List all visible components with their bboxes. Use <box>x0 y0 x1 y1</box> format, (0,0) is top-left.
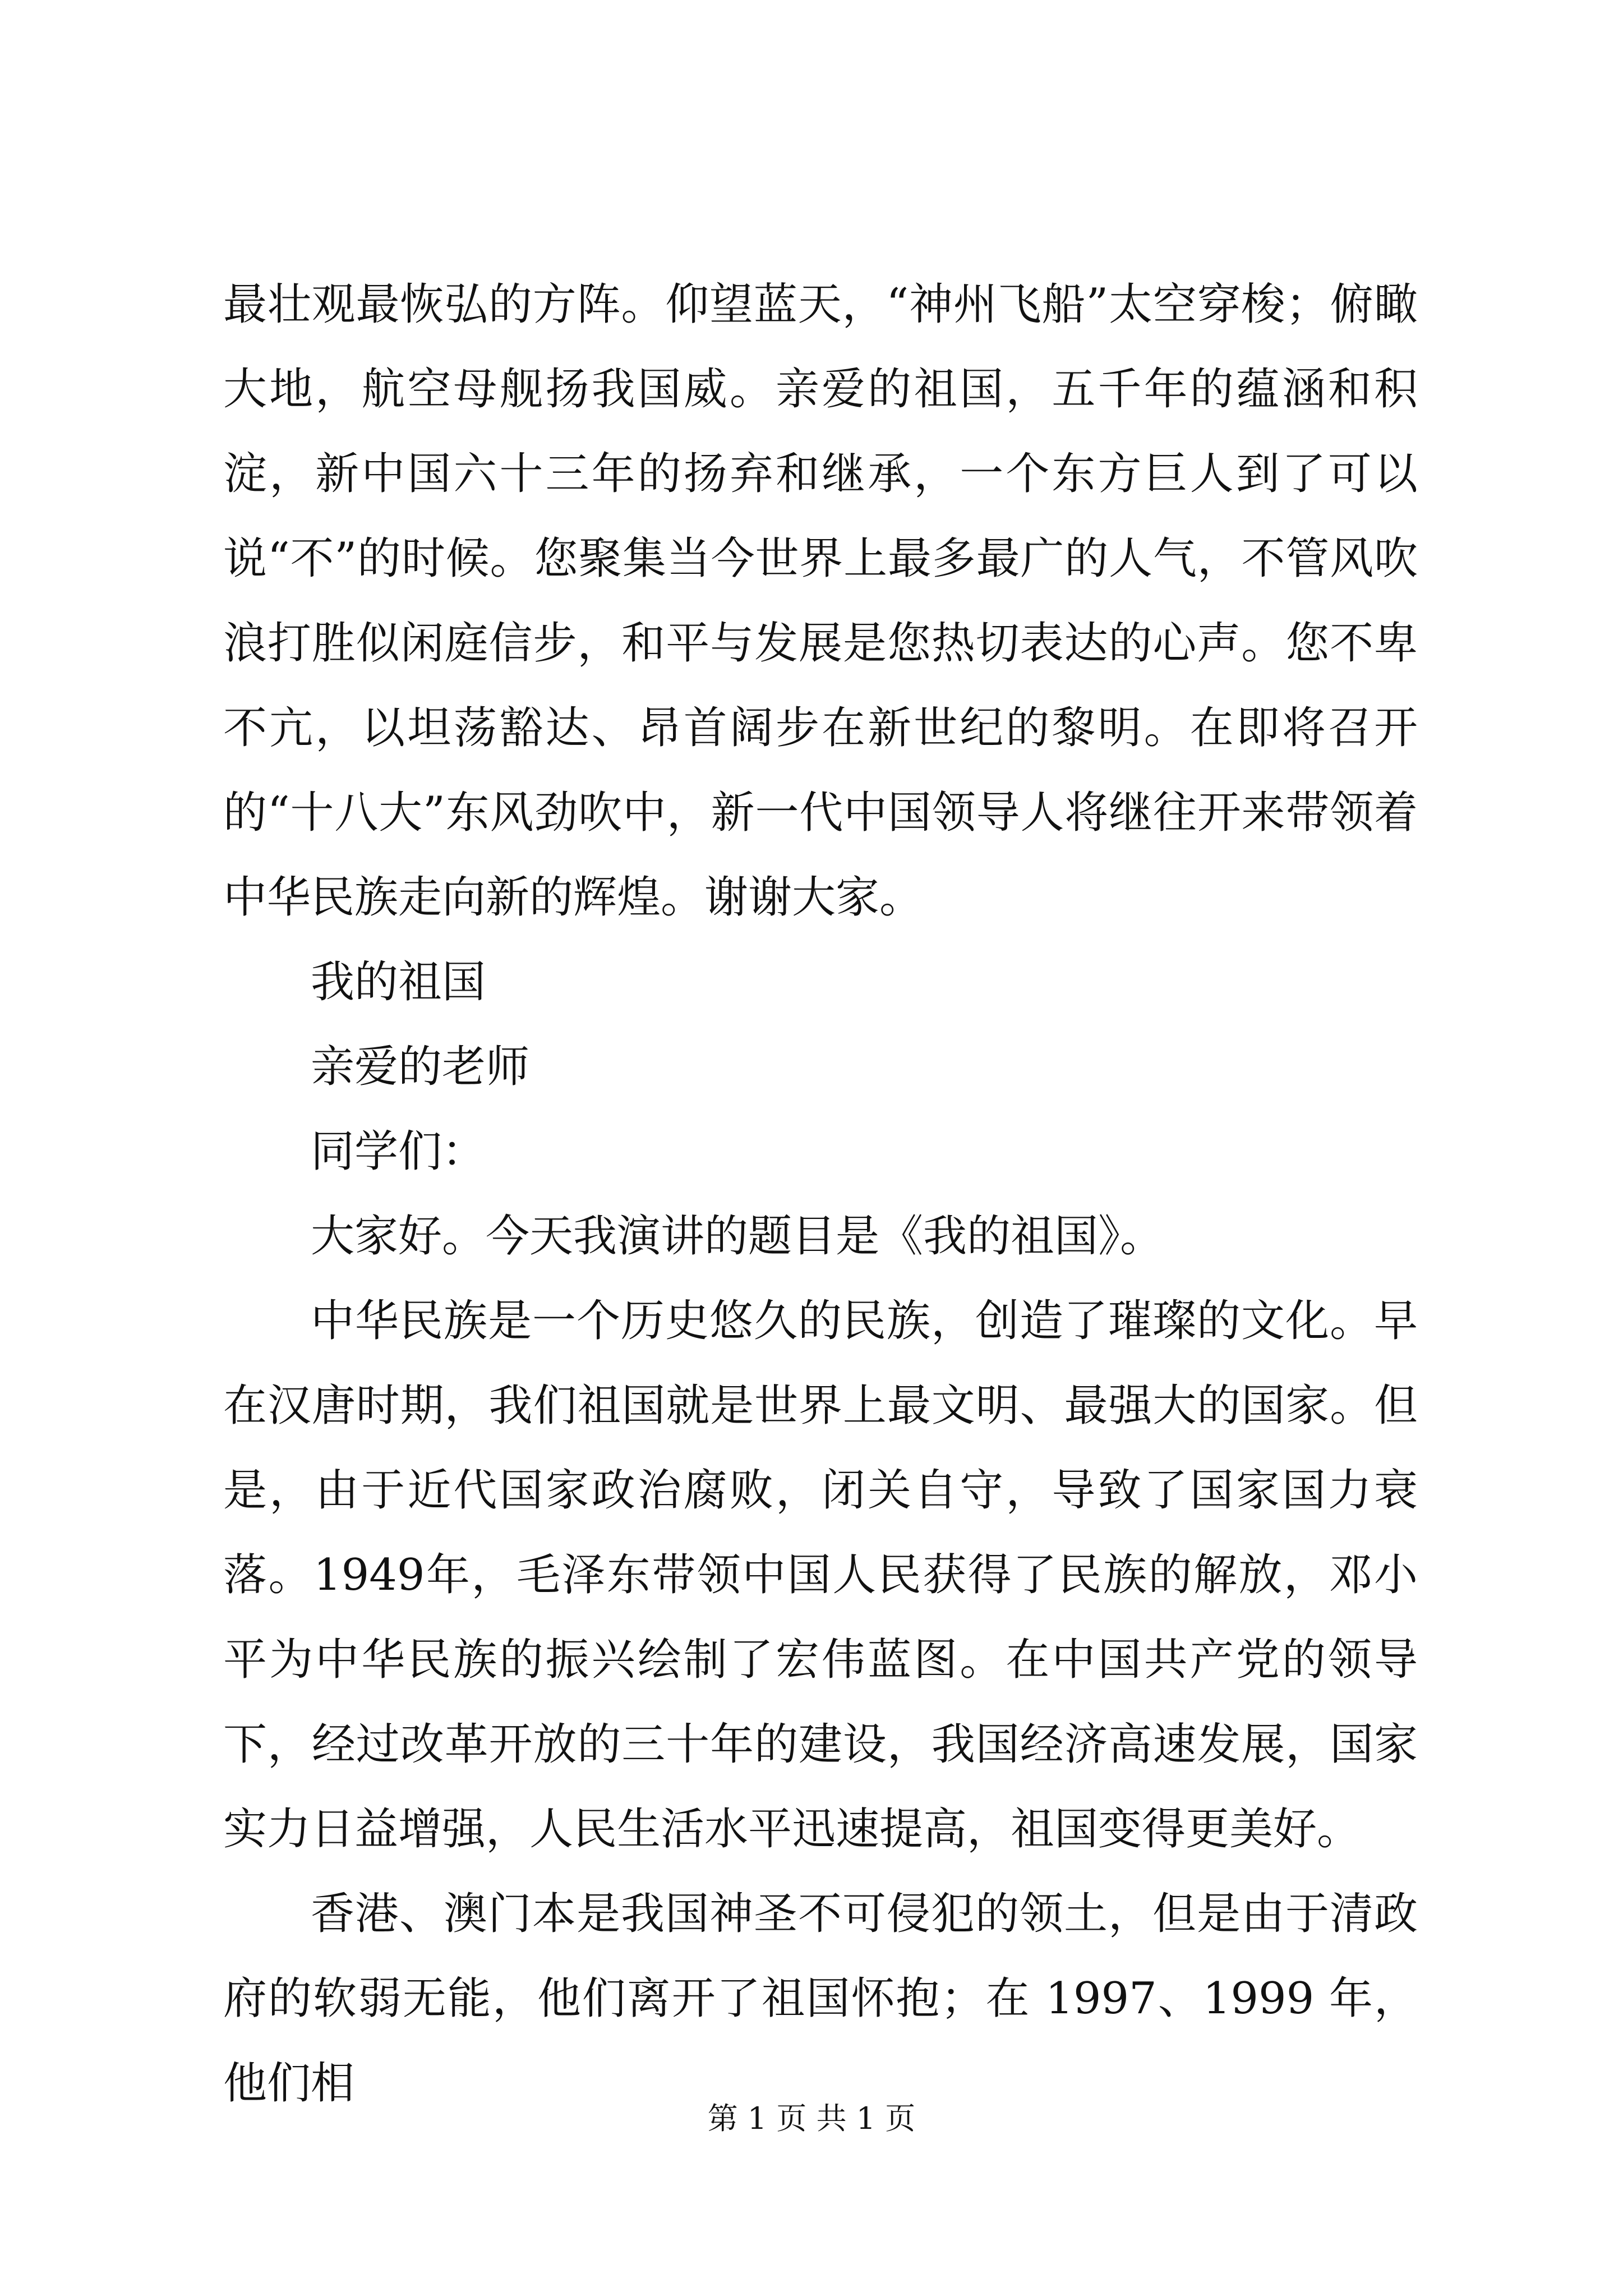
paragraph-greeting: 大家好。今天我演讲的题目是《我的祖国》。 <box>311 1211 1164 1262</box>
paragraph-hongkong-macau: 香港、澳门本是我国神圣不可侵犯的领土，但是由于清政府的软弱无能，他们离开了祖国怀抱；在 1997、1999 年，他们相 <box>223 1889 1418 2109</box>
page-footer: 第 1 页 共 1 页 <box>707 2101 916 2136</box>
paragraph-salutation-teacher: 亲爱的老师 <box>311 1042 530 1092</box>
paragraph-history: 中华民族是一个历史悠久的民族，创造了璀璨的文化。早在汉唐时期，我们祖国就是世界上最文明、最强大的国家。但是，由于近代国家政治腐败，闭关自守，导致了国家国力衰落。1949年，毛泽东带领中国人民获得了民族的解放，邓小平为中华民族的振兴绘制了宏伟蓝图。在中国共产党的领导下，经过改革开放的三十年的建设，我国经济高速发展，国家实力日益增强，人民生活水平迅速提高，祖国变得更美好。 <box>223 1296 1418 1855</box>
paragraph-salutation-students: 同学们： <box>311 1126 486 1177</box>
paragraph-title: 我的祖国 <box>311 957 486 1007</box>
paragraph-continuation: 最壮观最恢弘的方阵。仰望蓝天，“神州飞船”太空穿梭；俯瞰大地，航空母舰扬我国威。亲爱的祖国，五千年的蕴涵和积淀，新中国六十三年的扬弃和继承，一个东方巨人到了可以说“不”的时候。您聚集当今世界上最多最广的人气，不管风吹浪打胜似闲庭信步，和平与发展是您热切表达的心声。您不卑不亢，以坦荡豁达、昂首阔步在新世纪的黎明。在即将召开的“十八大”东风劲吹中，新一代中国领导人将继往开来带领着中华民族走向新的辉煌。谢谢大家。 <box>223 279 1418 923</box>
document-body <box>223 263 1418 2126</box>
